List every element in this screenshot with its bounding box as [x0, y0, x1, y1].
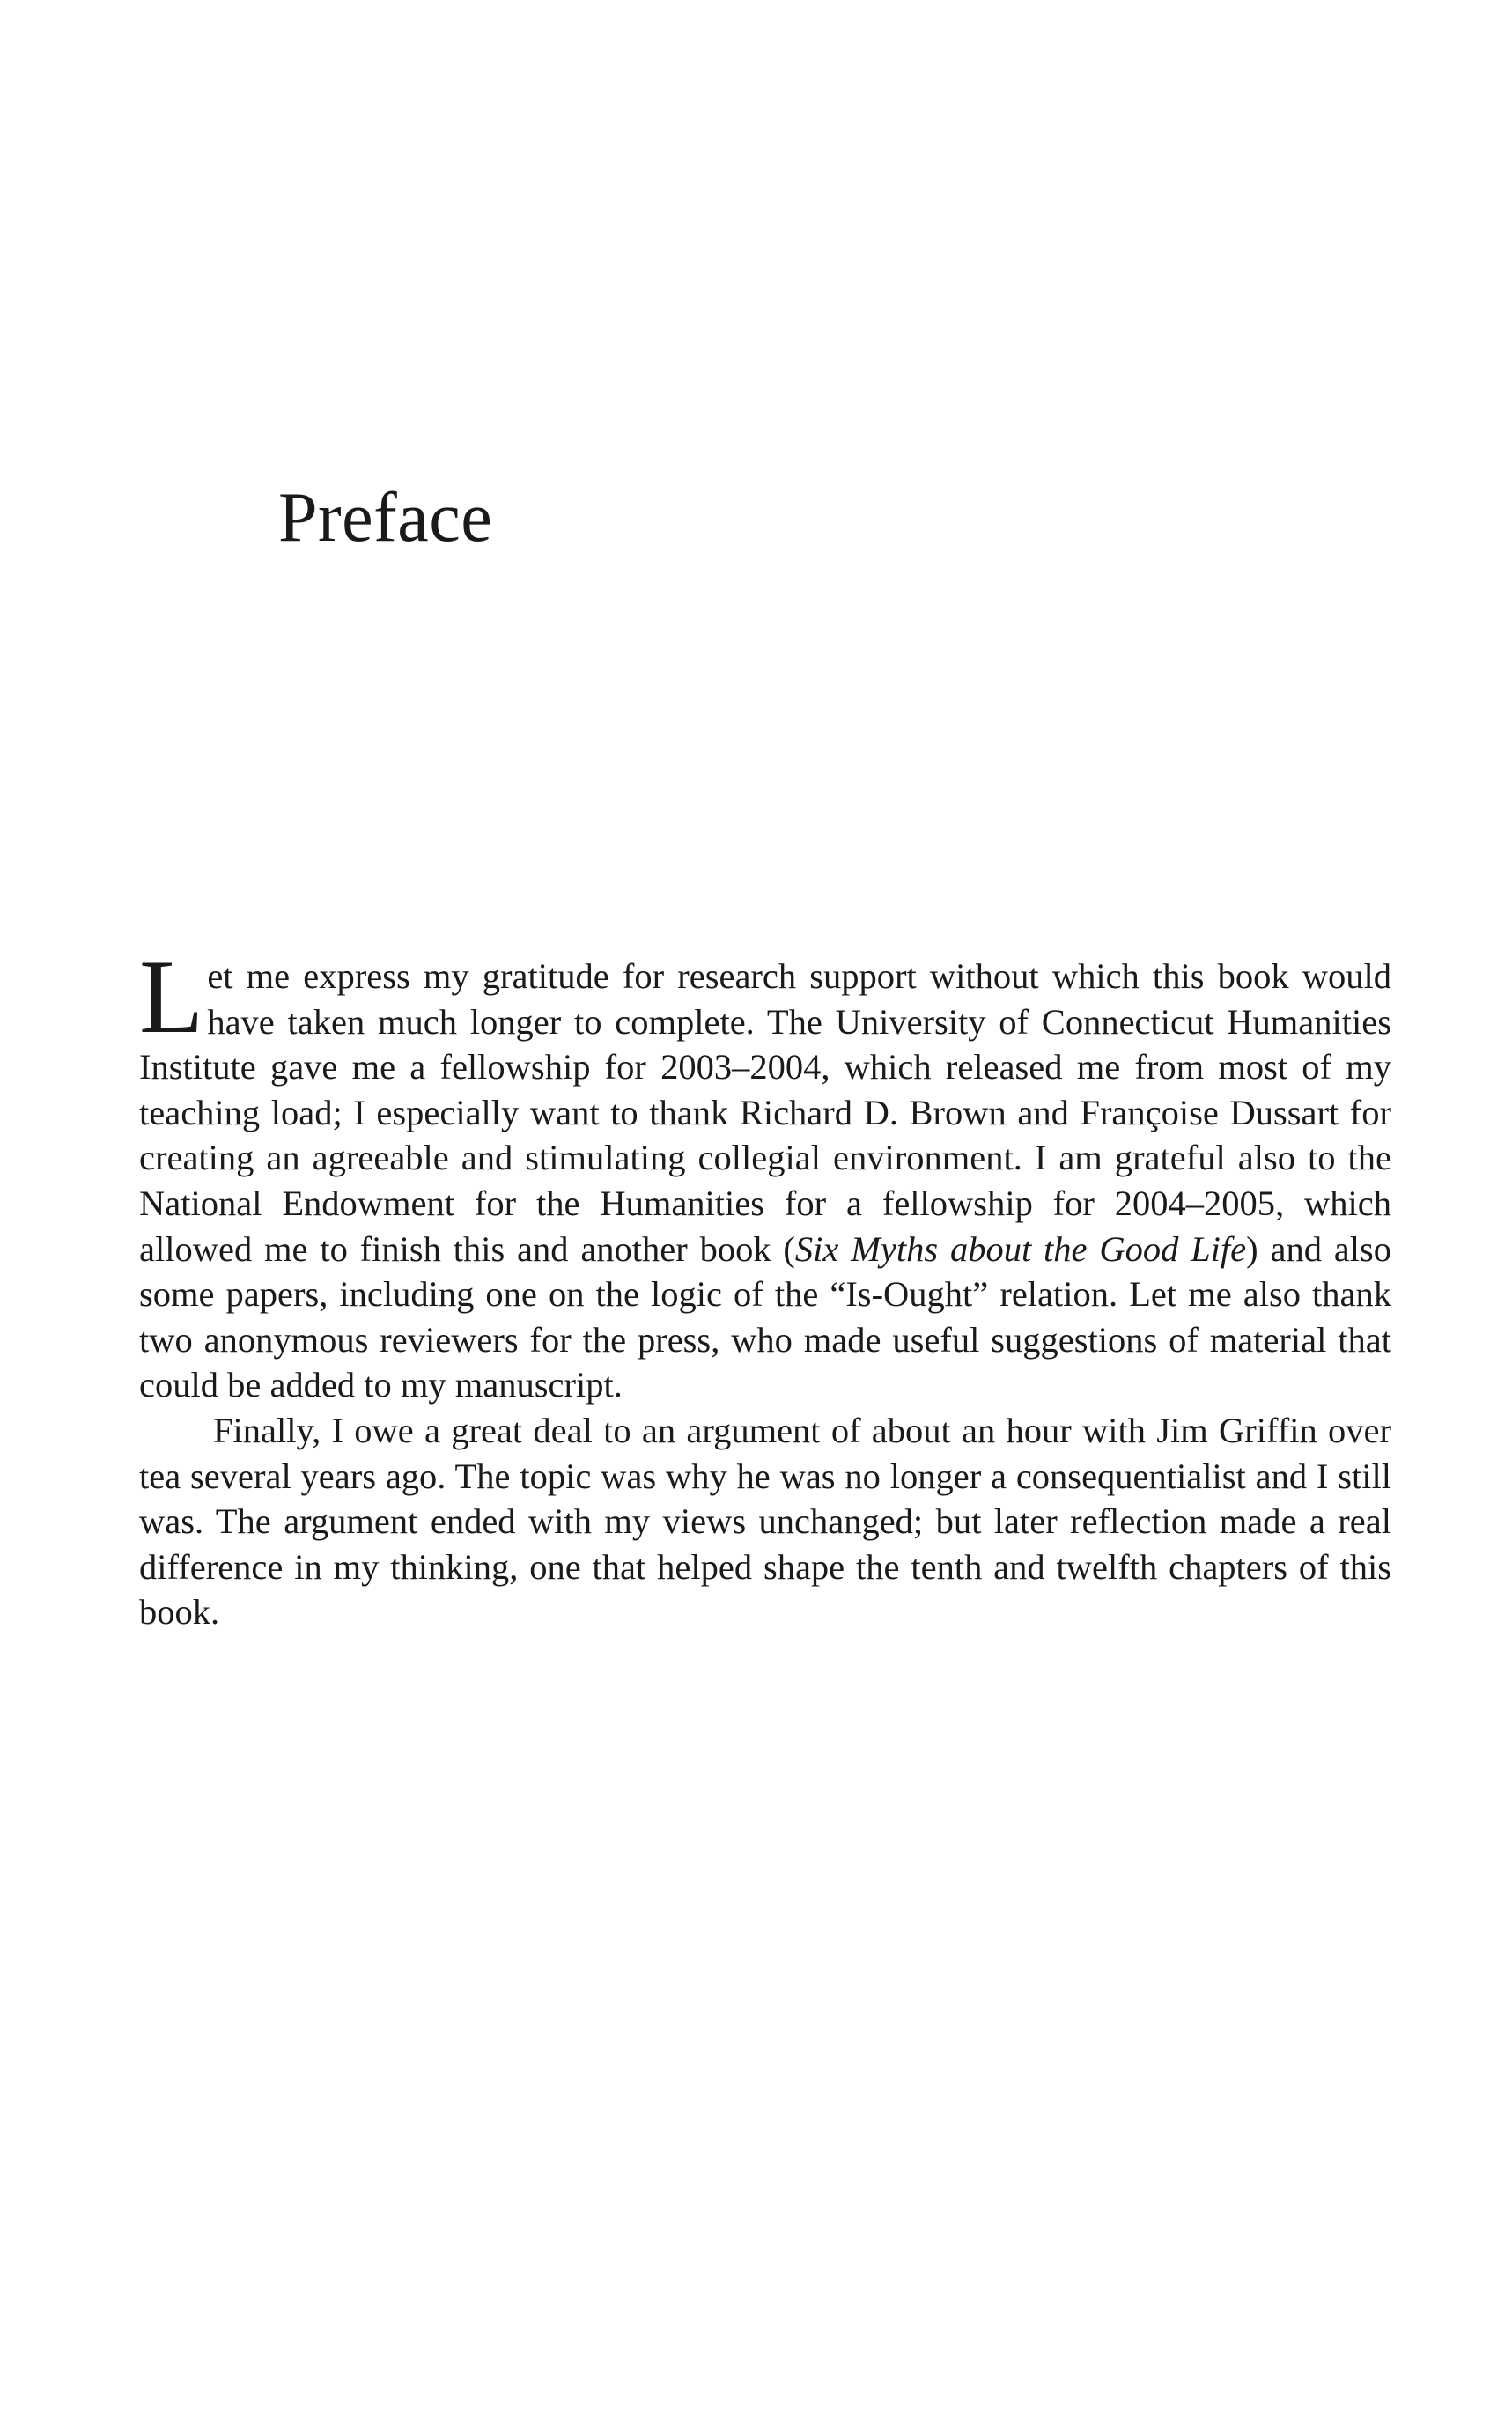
paragraph-acknowledgments — [139, 938, 1392, 1408]
book-title: Six Myths about the Good Life — [794, 1228, 1247, 1269]
preface-body — [139, 938, 1392, 1635]
paragraph-text: ) and also some papers, including one on the logic of the “Is-Ought” relation. Let me also thank two anonymous reviewers for the press, who made useful suggestions of material that could be added to my manuscript. — [139, 1228, 1392, 1405]
drop-cap: L — [139, 938, 204, 1055]
paragraph-text: et me express my gratitude for research support without which this book would have taken much longer to complete. The University of Connecticut Humanities Institute gave me a fellowship for 2003–2004, which released me from most of my teaching load; I especially want to thank Richard D. Brown and Françoise Dussart for creating an agreeable and stimulating collegial environment. I am grateful also to the National Endowment for the Humanities for a fellowship for 2004–2005, which allowed me to finish this and another book ( — [139, 956, 1391, 1269]
paragraph-griffin: Finally, I owe a great deal to an argument of about an hour with Jim Griffin over tea several years ago. The topic was why he was no longer a consequentialist and I still was. The argument ended with my views unchanged; but later reflection made a real difference in my thinking, one that helped shape the tenth and twelfth chapters of this book. — [139, 1410, 1391, 1633]
page-title: Preface — [278, 479, 493, 557]
